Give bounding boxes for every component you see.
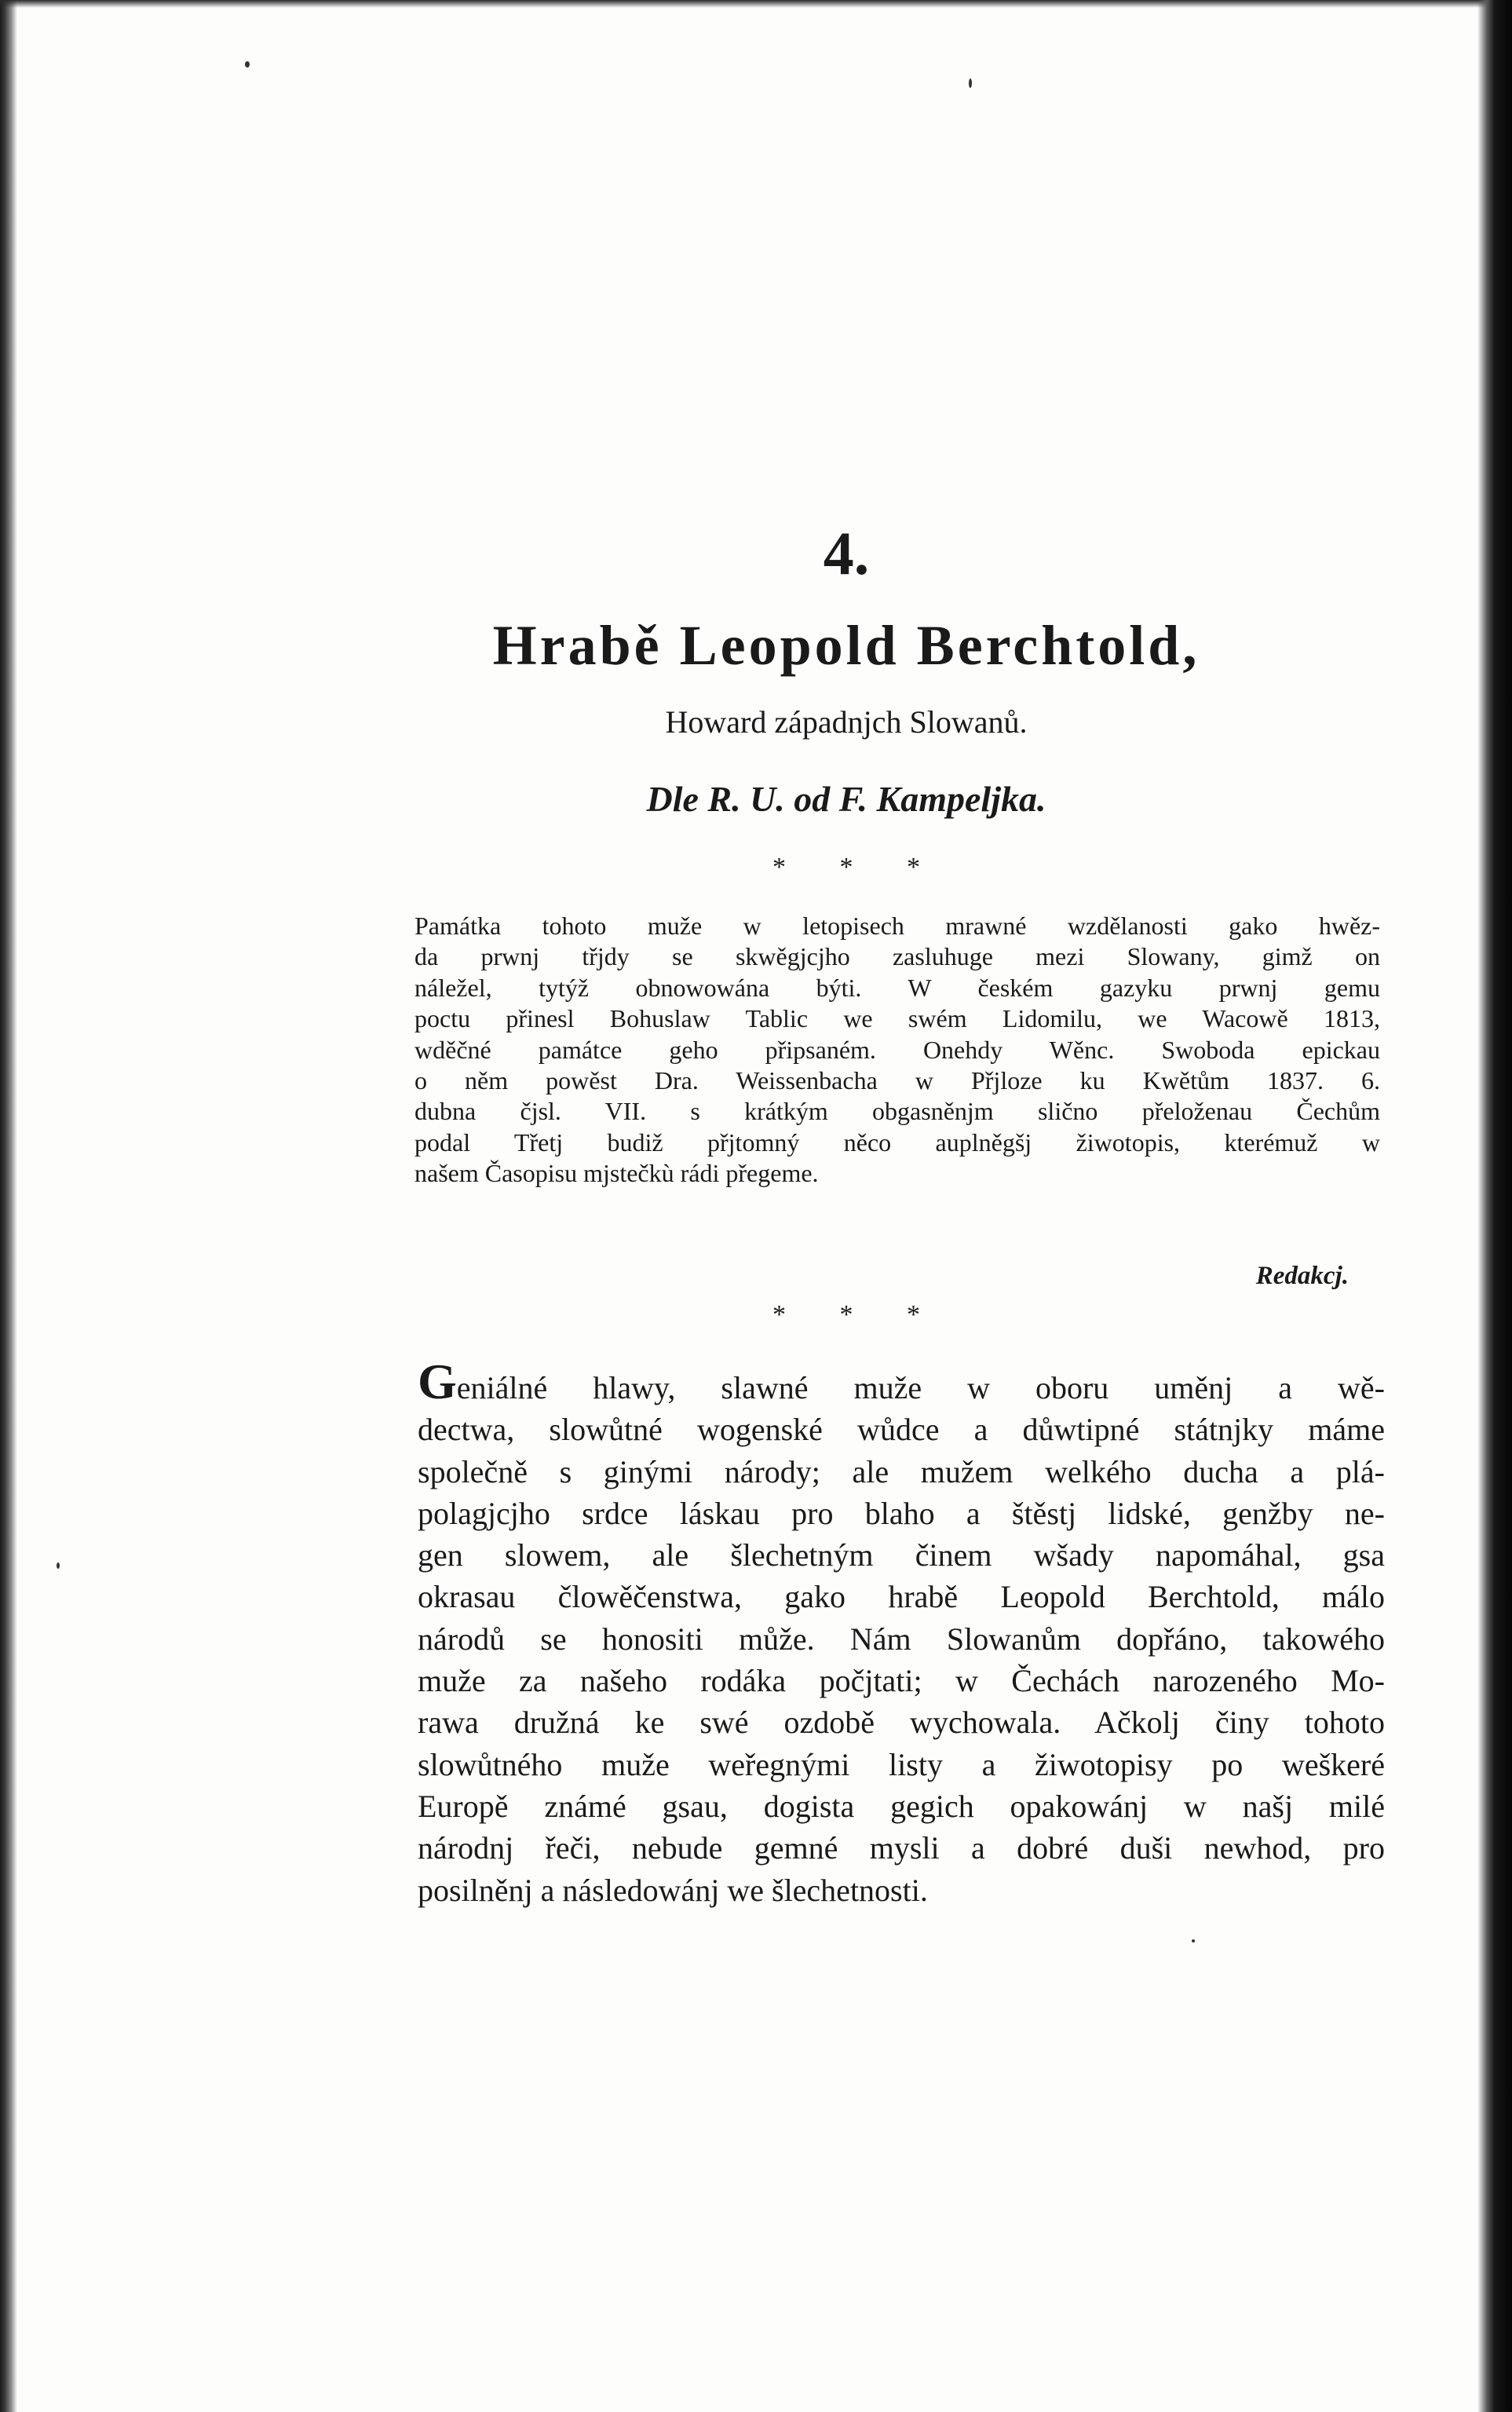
article-byline: Dle R. U. od F. Kampeljka. <box>646 779 1046 819</box>
page-edge-right <box>1477 0 1512 2412</box>
main-text <box>418 1354 1385 1911</box>
intro-line: da prwnj třjdy se skwěgjcjho zasluhuge mezi Slowany, gimž on <box>415 942 1380 971</box>
body-line: slowůtného muže weřegnými listy a žiwotopisy po weškeré <box>418 1746 1385 1782</box>
article-subtitle: Howard západnjch Slowanů. <box>665 704 1028 740</box>
intro-line: Památka tohoto muže w letopisech mrawné wzdělanosti gako hwěz- <box>415 912 1380 940</box>
chapter-number: 4. <box>823 519 870 587</box>
body-line: národů se honositi může. Nám Slowanům dopřáno, takowého <box>418 1621 1385 1657</box>
page-edge-top <box>0 0 1512 8</box>
intro-line: dubna čjsl. VII. s krátkým obgasněnjm slično přeloženau Čechům <box>415 1097 1380 1126</box>
scan-speck <box>1192 1939 1195 1942</box>
body-line-first <box>418 1354 1385 1409</box>
intro-line: náležel, tytýž obnowowána býti. W českém gazyku prwnj gemu <box>415 973 1380 1002</box>
page-edge-left <box>0 0 17 2412</box>
body-line: Europě známé gsau, dogista gegich opakowánj w našj milé <box>418 1788 1385 1824</box>
body-line: rawa družná ke swé ozdobě wychowala. Ačkolj činy tohoto <box>418 1705 1385 1741</box>
body-line: muže za našeho rodáka počjtati; w Čechách narozeného Mo- <box>418 1663 1385 1699</box>
asterism-divider-top: * * * <box>772 853 920 882</box>
scan-speck <box>57 1562 60 1569</box>
body-line: společně s ginými národy; ale mužem welkého ducha a plá- <box>418 1453 1385 1489</box>
editorial-note <box>415 911 1380 1190</box>
intro-line: našem Časopisu mjstečkù rádi přegeme. <box>415 1159 819 1188</box>
body-line: okrasau člowěčenstwa, gako hrabě Leopold Berchtold, málo <box>418 1579 1385 1615</box>
body-line-text: eniálné hlawy, slawné muže w oboru uměnj a wě- <box>456 1370 1385 1405</box>
drop-cap: G <box>418 1354 457 1409</box>
intro-line: o něm powěst Dra. Weissenbacha w Přjloze ku Kwětům 1837. 6. <box>415 1066 1380 1095</box>
scan-speck <box>969 79 972 88</box>
asterism-divider-bottom: * * * <box>772 1300 920 1329</box>
intro-line: poctu přinesl Bohuslaw Tablic we swém Lidomilu, we Wacowě 1813, <box>415 1004 1380 1033</box>
body-line: gen slowem, ale šlechetným činem wšady napomáhal, gsa <box>418 1537 1385 1573</box>
body-line: dectwa, slowůtné wogenské wůdce a důwtipné státnjky máme <box>418 1412 1385 1448</box>
scan-speck <box>245 61 250 68</box>
intro-line: podal Třetj budiž přjtomný něco auplněgšj žiwotopis, kterémuž w <box>415 1127 1380 1157</box>
editorial-signature: Redakcj. <box>1255 1262 1349 1290</box>
intro-line: wděčné památce geho připsaném. Onehdy Wěnc. Swoboda epickau <box>415 1035 1380 1064</box>
body-line: posilněnj a následowánj we šlechetnosti. <box>418 1872 928 1908</box>
body-line: polagjcjho srdce láskau pro blaho a štěstj lidské, genžby ne- <box>418 1495 1385 1531</box>
body-line: národnj řeči, nebude gemné mysli a dobré duši newhod, pro <box>418 1830 1385 1866</box>
article-title: Hrabě Leopold Berchtold, <box>492 614 1200 677</box>
